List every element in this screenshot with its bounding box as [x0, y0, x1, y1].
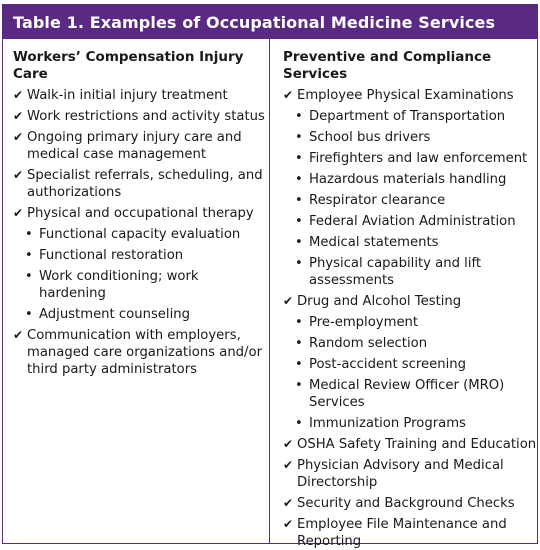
service-subitem — [283, 255, 537, 289]
service-item-text: Department of Transportation — [309, 109, 506, 124]
checkmark-icon: ✔ — [13, 130, 24, 144]
checkmark-icon: ✔ — [283, 458, 294, 472]
bullet-icon: • — [295, 416, 303, 431]
bullet-icon: • — [295, 172, 303, 187]
service-item-text: OSHA Safety Training and Education — [297, 437, 537, 452]
bullet-icon: • — [295, 214, 303, 229]
service-item-text: Medical Review Officer (MRO) Services — [309, 378, 505, 410]
right-service-list — [283, 87, 537, 550]
checkmark-icon: ✔ — [283, 294, 294, 308]
service-item — [13, 108, 269, 125]
service-subitem — [13, 247, 269, 264]
service-item-text: Employee Physical Examinations — [297, 88, 514, 103]
service-subitem — [283, 129, 537, 146]
service-subitem — [283, 377, 537, 411]
service-item — [13, 327, 269, 378]
service-subitem — [283, 356, 537, 373]
service-item — [283, 293, 537, 310]
service-item-text: Security and Background Checks — [297, 496, 515, 511]
service-item-text: Respirator clearance — [309, 193, 446, 208]
service-subitem — [283, 150, 537, 167]
bullet-icon: • — [295, 130, 303, 145]
service-subitem — [283, 314, 537, 331]
service-item-text: Post-accident screening — [309, 357, 467, 372]
checkmark-icon: ✔ — [283, 88, 294, 102]
right-column-heading: Preventive and Compliance Services — [283, 49, 492, 82]
service-item-text: Physical and occupational therapy — [27, 206, 254, 221]
service-item-text: Physical capability and lift assessments — [309, 256, 482, 288]
service-item-text: Walk-in initial injury treatment — [27, 88, 228, 103]
bullet-icon: • — [295, 109, 303, 124]
table-title: Table 1. Examples of Occupational Medicine Services — [13, 12, 496, 32]
service-item-text: Physician Advisory and Medical Directorship — [297, 458, 504, 490]
service-item-text: Employee File Maintenance and Reporting — [297, 517, 507, 549]
checkmark-icon: ✔ — [13, 328, 24, 342]
bullet-icon: • — [295, 315, 303, 330]
service-subitem — [283, 192, 537, 209]
service-item-text: School bus drivers — [309, 130, 431, 145]
service-item — [283, 87, 537, 104]
service-item-text: Work conditioning; work hardening — [39, 269, 199, 301]
table-title-bar — [3, 5, 537, 39]
service-subitem — [283, 171, 537, 188]
bullet-icon: • — [25, 227, 33, 242]
service-item — [13, 167, 269, 201]
service-item-text: Communication with employers, managed care organizations and/or third party administrators — [27, 328, 262, 377]
checkmark-icon: ✔ — [13, 168, 24, 182]
table-columns — [3, 39, 537, 549]
checkmark-icon: ✔ — [283, 496, 294, 510]
service-item-text: Immunization Programs — [309, 416, 466, 431]
service-subitem — [283, 234, 537, 251]
services-table — [2, 4, 538, 549]
left-column — [3, 39, 269, 543]
service-item-text: Drug and Alcohol Testing — [297, 294, 462, 309]
bullet-icon: • — [295, 357, 303, 372]
service-subitem — [283, 415, 537, 432]
bullet-icon: • — [25, 269, 33, 284]
bullet-icon: • — [25, 248, 33, 263]
service-item-text: Firefighters and law enforcement — [309, 151, 528, 166]
checkmark-icon: ✔ — [13, 109, 24, 123]
service-item — [283, 457, 537, 491]
service-subitem — [13, 226, 269, 243]
bullet-icon: • — [295, 336, 303, 351]
service-item-text: Adjustment counseling — [39, 307, 190, 322]
service-subitem — [13, 268, 269, 302]
bullet-icon: • — [295, 378, 303, 393]
left-column-heading: Workers’ Compensation Injury Care — [13, 49, 244, 82]
service-item-text: Hazardous materials handling — [309, 172, 507, 187]
service-item — [13, 205, 269, 222]
checkmark-icon: ✔ — [13, 206, 24, 220]
service-item-text: Work restrictions and activity status — [27, 109, 265, 124]
service-subitem — [283, 108, 537, 125]
bullet-icon: • — [295, 193, 303, 208]
service-item — [13, 129, 269, 163]
service-subitem — [283, 213, 537, 230]
checkmark-icon: ✔ — [283, 517, 294, 531]
service-subitem — [283, 335, 537, 352]
service-item-text: Ongoing primary injury care and medical case management — [27, 130, 242, 162]
bullet-icon: • — [295, 256, 303, 271]
service-item-text: Random selection — [309, 336, 428, 351]
left-service-list — [13, 87, 269, 378]
service-item-text: Federal Aviation Administration — [309, 214, 516, 229]
checkmark-icon: ✔ — [13, 88, 24, 102]
service-item-text: Pre-employment — [309, 315, 419, 330]
checkmark-icon: ✔ — [283, 437, 294, 451]
bullet-icon: • — [295, 235, 303, 250]
service-item — [283, 436, 537, 453]
service-subitem — [13, 306, 269, 323]
bullet-icon: • — [295, 151, 303, 166]
bullet-icon: • — [25, 307, 33, 322]
service-item — [13, 87, 269, 104]
service-item-text: Medical statements — [309, 235, 439, 250]
service-item-text: Functional capacity evaluation — [39, 227, 241, 242]
service-item-text: Specialist referrals, scheduling, and authorizations — [27, 168, 263, 200]
service-item — [283, 495, 537, 512]
service-item — [283, 516, 537, 550]
right-column — [270, 39, 537, 549]
service-item-text: Functional restoration — [39, 248, 184, 263]
